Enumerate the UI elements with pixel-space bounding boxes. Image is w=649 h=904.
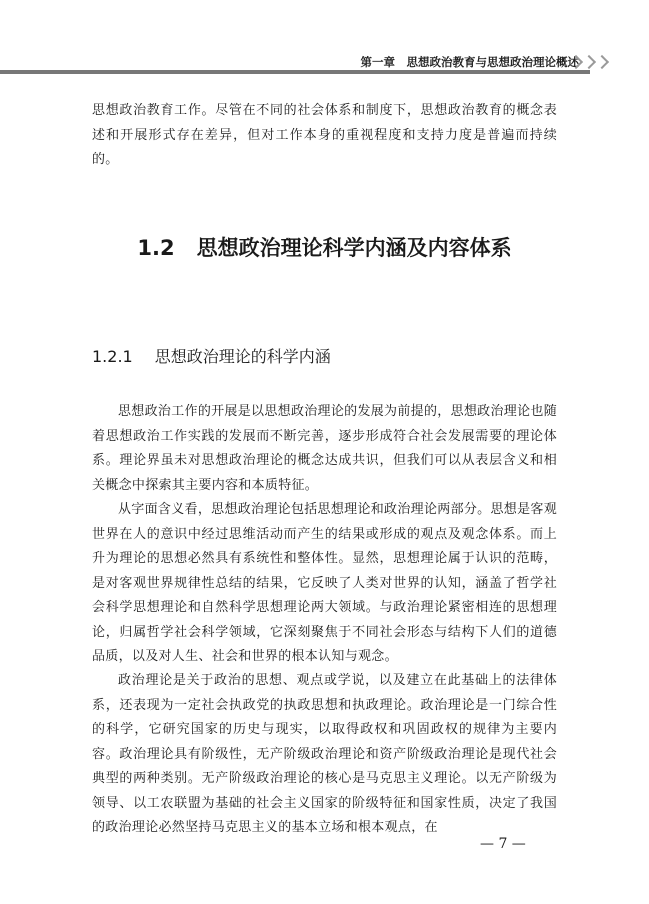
- intro-paragraph: 思想政治教育工作。尽管在不同的社会体系和制度下，思想政治教育的概念表述和开展形式存在差异，但对工作本身的重视程度和支持力度是普遍而持续的。: [92, 103, 557, 167]
- body-paragraph: 政治理论是关于政治的思想、观点或学说，以及建立在此基础上的法律体系，还表现为一定社会执政党的执政思想和执政理论。政治理论是一门综合性的科学，它研究国家的历史与现实，以取得政权和巩固政权的规律为主要内容。政治理论具有阶级性，无产阶级政治理论和资产阶级政治理论是现代社会典型的两种类别。无产阶级政治理论的核心是马克思主义理论。以无产阶级为领导、以工农联盟为基础的社会主义国家的阶级特征和国家性质，决定了我国的政治理论必然坚持马克思主义的基本立场和根本观点，在: [92, 673, 557, 835]
- section-heading: [0, 232, 649, 262]
- page-number: — 7 —: [480, 836, 526, 852]
- chapter-title: 第一章 思想政治教育与思想政治理论概述: [353, 54, 584, 70]
- body-paragraph: 从字面含义看，思想政治理论包括思想理论和政治理论两部分。思想是客观世界在人的意识中经过思维活动而产生的结果或形成的观点及观念体系。而上升为理论的思想必然具有系统性和整体性。显然，思想理论属于认识的范畴，是对客观世界规律性总结的结果，它反映了人类对世界的认知，涵盖了哲学社会科学思想理论和自然科学思想理论两大领域。与政治理论紧密相连的思想理论，归属哲学社会科学领域，它深刻聚焦于不同社会形态与结构下人们的道德品质，以及对人生、社会和世界的根本认知与观念。: [92, 502, 557, 664]
- section-number: 1.2: [137, 236, 175, 260]
- subsection-number: 1.2.1: [92, 347, 133, 366]
- chevron-ornament-icon: [571, 56, 609, 68]
- section-title: 思想政治理论科学内涵及内容体系: [196, 236, 512, 260]
- body-paragraph: 思想政治工作的开展是以思想政治理论的发展为前提的，思想政治理论也随着思想政治工作实践的发展而不断完善，逐步形成符合社会发展需要的理论体系。理论界虽未对思想政治理论的概念达成共识，但我们可以从表层含义和相关概念中探索其主要内容和本质特征。: [92, 404, 557, 493]
- subsection-title: 思想政治理论的科学内涵: [154, 347, 331, 366]
- running-header: [0, 52, 649, 78]
- header-rule: [0, 70, 590, 74]
- subsection-heading: [92, 344, 331, 367]
- chevron-right-icon: [597, 56, 609, 68]
